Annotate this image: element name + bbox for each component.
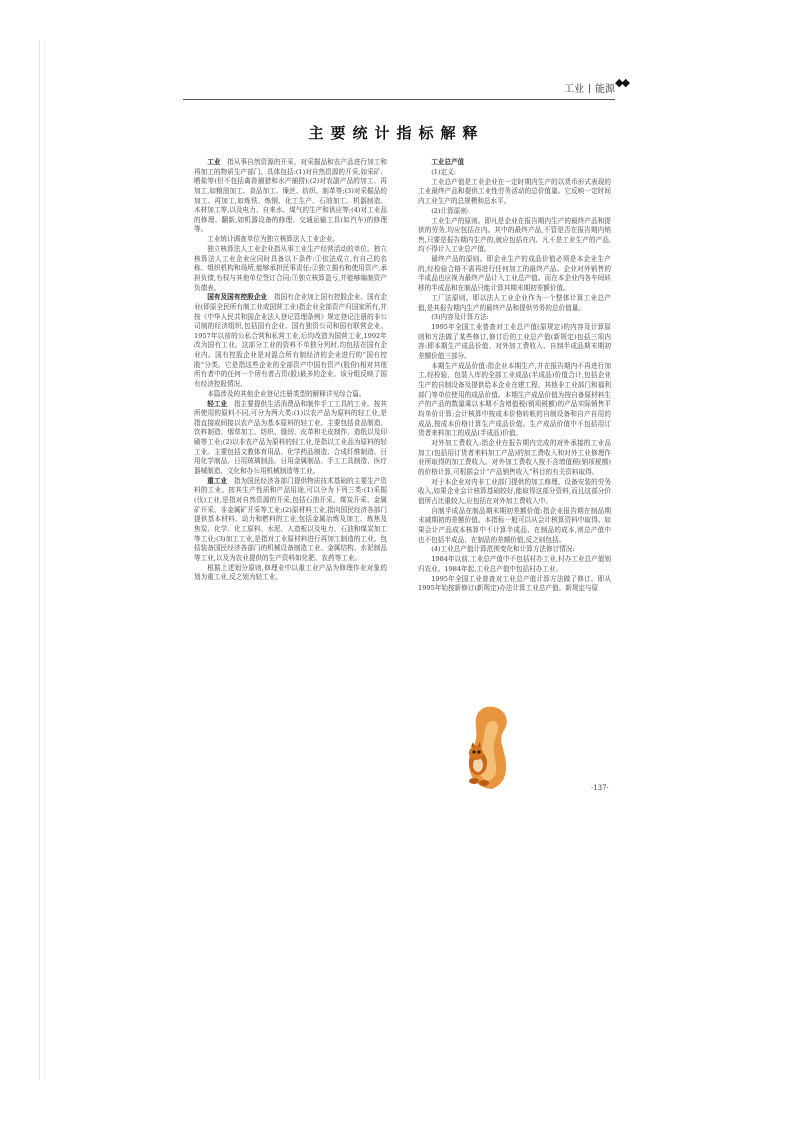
left-paragraph bbox=[194, 235, 387, 245]
paragraph-text: 指从事自然资源的开采、对采掘品和农产品进行加工和再加工的物质生产部门。具体包括:(1)对自然资源的开采,如采矿、晒盐等(但不包括禽兽捕猎和水产捕捞);(2)对农副产品的加工、再加工,如粮油加工、食品加工、缫丝、纺织、制革等;(3)对采掘品的加工、再加工,如炼铁、炼钢、化工生产、石油加工、机器制造、木材加工等,以及电力、自来水、煤气的生产和供应等;(4)对工业品的修理、翻新,如机器设备的修理、交通运输工具(如汽车)的修理等。 bbox=[194, 158, 388, 234]
paragraph-text: 指为国民经济各部门提供物质技术基础的主要生产资料的工业。按其生产性质和产品用途,可以分为下列三类:(1)采掘(伐)工业,是指对自然资源的开采,包括石油开采、煤炭开采、金属矿开采、非金属矿开采等工业;(2)原材料工业,指向国民经济各部门提供基本材料、动力和燃料的工业,包括金属冶炼及加工、炼焦及焦炭、化学、化工原料、水泥、人造板以及电力、石油和煤炭加工等工业;(3)加工工业,是指对工业原材料进行再加工制造的工业。包括装备国民经济各部门的机械设备制造工业、金属结构、水泥制品等工业,以及为农业提供的生产资料如化肥、农药等工业。 bbox=[194, 476, 388, 562]
right-paragraph: (4)工业总产值计算范围变化和计算方法修订情况: bbox=[431, 545, 575, 554]
term-heading: 国有及国有控股企业 bbox=[207, 293, 268, 302]
right-paragraph: 对于本企业对内非工业部门提供的加工修理、设备安装的劳务收入,如果企业会计核算基础较好,能取得这部分资料,而且这部分价值所占比重较大,应包括在对外加工费收入中。 bbox=[418, 477, 611, 505]
paragraph-text: 指国有企业加上国有控股企业。国有企业(即原全民所有制工业或国营工业)指企业全部资产归国家所有,并按《中华人民共和国企业法人登记管理条例》规定登记注册的非公司制的经济组织,包括国有企业、国有独资公司和国有联营企业。1957年以前的公私合营和私营工业,后均改造为国营工业,1992年改为国有工业。这部分工业的资料不单独分列时,均包括在国有企业内。国有控股企业是对混合所有制经济的企业进行的“国有控股”分类。它是指这些企业的全部资产中国有资产(股份)相对其他所有者中的任何一个所有者占资(股)最多的企业。该分组反映了国有经济控股情况。 bbox=[194, 293, 388, 388]
left-paragraph bbox=[194, 390, 387, 400]
paragraph-text: 根据上述划分原则,修理业中以重工业产品为修理作业对象的划为重工业,反之划为轻工业。 bbox=[194, 563, 387, 582]
right-paragraph: 本期生产成品价值:指企业本期生产,并在报告期内不再进行加工,经检验、包装入库的全部工业成品(半成品)价值合计,包括企业生产的自制设备及提供给本企业在建工程、其他非工业部门和福利部门等单位使用的成品价值。本期生产成品价值为按自备原材料生产的产品的数量乘以本期不含增值税(销项税额)的产品实际销售平均单价计算;会计核算中按成本价格转帐的自制设备和自产自用的成品,按成本价格计算生产成品价值。生产成品价值中不包括用订货者来料加工的成品(半成品)价值。 bbox=[418, 361, 611, 438]
header-section: 工业 bbox=[564, 84, 584, 95]
right-paragraph: 对外加工费收入:指企业在报告期内完成的对外承接的工业品加工(包括用订货者来料加工产品)的加工费收入和对外工业修理作业所取得的加工费收入。对外加工费收入按不含增值税(销项税额)的价格计算,可根据会计“产品销售收入”科目的有关资料取得。 bbox=[418, 439, 611, 476]
page-margin-rule-inner bbox=[44, 40, 45, 1080]
term-heading: 工业 bbox=[207, 158, 221, 166]
right-paragraph: (3)内容及计算方法: bbox=[431, 313, 489, 322]
left-paragraph bbox=[194, 293, 387, 389]
paragraph-text: 工业统计调查单位为独立核算法人工业企业。 bbox=[207, 235, 340, 244]
term-heading: 轻工业 bbox=[207, 399, 228, 408]
section-heading: 工业总产值 bbox=[431, 158, 465, 166]
squirrel-mascot-icon bbox=[462, 701, 518, 793]
page-title: 主要统计指标解释 bbox=[308, 124, 485, 142]
left-paragraph bbox=[194, 400, 387, 477]
right-paragraph: 1995年全国工业普查对工业总产值(原规定)的内容及计算原则和方法做了某些修订,修订后的工业总产值(新规定)包括三项内容:即本期生产成品价值、对外加工费收入、自制半成品期末期初差额价值三部分。 bbox=[418, 323, 611, 360]
paragraph-text: 独立核算法人工业企业指从事工业生产经营活动的单位。独立核算法人工业企业应同时具备以下条件:①依法成立,有自己的名称、组织机构和场所,能够承担民事责任;②独立拥有和使用资产,承担负债,有权与其他单位签订合同;③独立核算盈亏,并能够编制资产负债表。 bbox=[194, 245, 387, 292]
right-paragraph: (2)计算原则: bbox=[431, 206, 470, 215]
right-text-column bbox=[418, 158, 611, 594]
right-paragraph: (1)定义: bbox=[431, 167, 456, 176]
header-diamond-icon: ◆◆ bbox=[615, 76, 628, 89]
page-number: ·137· bbox=[591, 784, 609, 792]
left-paragraph bbox=[194, 564, 387, 583]
left-text-column bbox=[194, 158, 387, 583]
right-paragraph: 1984年以前,工业总产值中不包括村办工业,村办工业总产值划归农业。1984年起,工业总产值中包括村办工业。 bbox=[418, 555, 611, 573]
page-margin-rule bbox=[39, 40, 40, 1080]
paragraph-text: 本篇涉及的其他企业登记注册类型的解释详见综合篇。 bbox=[207, 389, 366, 398]
right-paragraph: 1995年全国工业普查对工业总产值计算方法做了修订。即从1995年始按新修订(新规定)办法计算工业总产值。新规定与原 bbox=[418, 574, 611, 593]
running-header bbox=[564, 80, 615, 95]
right-paragraph: 工业总产值是工业企业在一定时期内生产的以货币形式表现的工业最终产品和提供工业性劳务活动的总价值量。它反映一定时间内工业生产的总规模和总水平。 bbox=[418, 177, 611, 205]
left-paragraph bbox=[194, 477, 387, 564]
header-subsection: 能源 bbox=[595, 84, 615, 95]
right-paragraph: 自制半成品在制品期末期初差额价值:指企业报告期在制品期末减期初的差额价值。本指标一般可以从会计核算资料中取得。如果会计产品成本核算中不计算半成品、在制品的成本,则总产值中也不包括半成品、在制品的差额价值,反之则包括。 bbox=[418, 506, 611, 544]
left-paragraph bbox=[194, 158, 387, 235]
paragraph-text: 指主要提供生活消费品和制作手工工具的工业。按其所使用的原料不同,可分为两大类:(1)以农产品为原料的轻工业,是指直接或间接以农产品为基本原料的轻工业。主要包括食品制造、饮料制造、烟草加工、纺织、缝纫、皮革和毛皮制作、造纸以及印刷等工业;(2)以非农产品为原料的轻工业,是指以工业品为原料的轻工业。主要包括文教体育用品、化学药品制造、合成纤维制造、日用化学制品、日用玻璃制品、日用金属制品、手工工具制造、医疗器械制造、文化和办公用机械制造等工业。 bbox=[194, 399, 388, 475]
right-paragraph: 工厂法原则。即以法人工业企业作为一个整体计算工业总产值,是其报告期内生产的最终产品和提供劳务的总价值量。 bbox=[418, 293, 611, 312]
right-paragraph: 最终产品的原则。即企业生产的成品价值必须是本企业生产的,经检验合格不需再进行任何加工的最终产品。企业对外销售的半成品也应视为最终产品计入工业总产值。而在本企业内各车间转移的半成品和在制品只能计算其期末期初差额价值。 bbox=[418, 255, 611, 293]
left-paragraph bbox=[194, 245, 387, 293]
term-heading: 重工业 bbox=[207, 476, 228, 485]
header-rule bbox=[183, 99, 615, 100]
header-separator bbox=[589, 84, 590, 93]
right-paragraph: 工业生产的原则。即凡是企业在报告期内生产的最终产品和提供的劳务,均应包括在内。其中的最终产品,不管是否在报告期内销售,只要是报告期内生产的,就应包括在内。凡不是工业生产的产品,均不得计入工业总产值。 bbox=[418, 216, 611, 254]
